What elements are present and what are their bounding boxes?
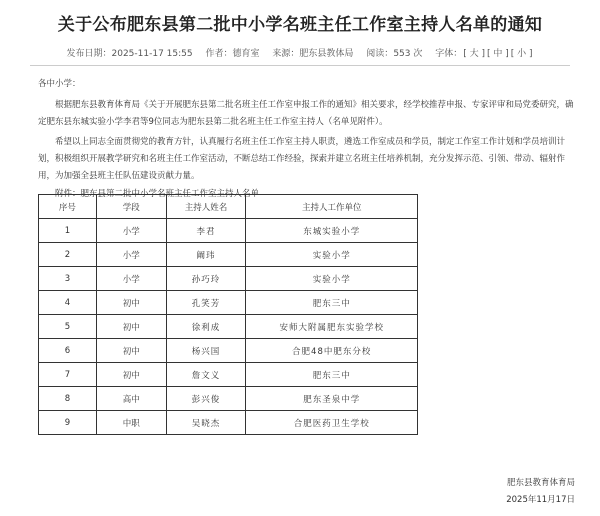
article-body <box>38 68 578 203</box>
cell-host-name: 詹文义 <box>166 363 246 387</box>
cell-index: 9 <box>39 411 97 435</box>
source-label: 来源： <box>272 49 300 59</box>
cell-index: 4 <box>39 291 97 315</box>
cell-index: 6 <box>39 339 97 363</box>
cell-stage: 高中 <box>96 387 166 411</box>
table-row <box>39 363 418 387</box>
cell-host-name: 徐利成 <box>166 315 246 339</box>
cell-stage: 小学 <box>96 243 166 267</box>
paragraph-1: 根据肥东县教育体育局《关于开展肥东县第二批名班主任工作室申报工作的通知》相关要求，经学校推荐申报、专家评审和局党委研究，确定肥东县东城实验小学李君等9位同志为肥东县第二批名班主任工作室主持人（名单见附件）。 <box>38 100 574 127</box>
cell-host-name: 杨兴国 <box>166 339 246 363</box>
cell-host-name: 孔笑芳 <box>166 291 246 315</box>
author-label: 作者： <box>205 49 233 59</box>
header-stage: 学段 <box>96 195 166 219</box>
views-label: 阅读： <box>366 49 394 59</box>
cell-stage: 初中 <box>96 339 166 363</box>
cell-workplace: 合肥48中肥东分校 <box>246 339 418 363</box>
publish-date-value: 2025-11-17 15:55 <box>111 49 193 59</box>
table-row <box>39 267 418 291</box>
cell-workplace: 肥东三中 <box>246 363 418 387</box>
greeting: 各中小学： <box>38 79 81 89</box>
cell-index: 1 <box>39 219 97 243</box>
font-size-control <box>435 49 533 59</box>
cell-index: 5 <box>39 315 97 339</box>
font-size-label: 字体： <box>435 49 463 59</box>
table-row <box>39 315 418 339</box>
table-row <box>39 291 418 315</box>
cell-workplace: 实验小学 <box>246 243 418 267</box>
cell-index: 8 <box>39 387 97 411</box>
cell-stage: 小学 <box>96 267 166 291</box>
cell-workplace: 肥东圣泉中学 <box>246 387 418 411</box>
header-workplace: 主持人工作单位 <box>246 195 418 219</box>
cell-workplace: 东城实验小学 <box>246 219 418 243</box>
publish-date <box>66 49 192 59</box>
cell-host-name: 李君 <box>166 219 246 243</box>
title-divider <box>30 65 570 66</box>
table-row <box>39 243 418 267</box>
page-title: 关于公布肥东县第二批中小学名班主任工作室主持人名单的通知 <box>57 15 543 35</box>
header-index: 序号 <box>39 195 97 219</box>
table-row <box>39 411 418 435</box>
publish-date-label: 发布日期： <box>66 49 112 59</box>
cell-workplace: 合肥医药卫生学校 <box>246 411 418 435</box>
author-value: 德育室 <box>232 49 260 59</box>
attachment-label: 附件：肥东县第二批中小学名班主任工作室主持人名单 <box>55 189 260 199</box>
cell-host-name: 孙巧玲 <box>166 267 246 291</box>
font-size-medium-button[interactable]: [ 中 ] <box>487 49 509 59</box>
font-size-small-button[interactable]: [ 小 ] <box>510 49 533 59</box>
cell-stage: 小学 <box>96 219 166 243</box>
font-size-large-button[interactable]: [ 大 ] <box>463 49 485 59</box>
table-header-row <box>39 195 418 219</box>
header-host-name: 主持人姓名 <box>166 195 246 219</box>
cell-host-name: 阚玮 <box>166 243 246 267</box>
cell-index: 2 <box>39 243 97 267</box>
author <box>205 49 259 59</box>
cell-workplace: 肥东三中 <box>246 291 418 315</box>
cell-index: 3 <box>39 267 97 291</box>
table-row <box>39 339 418 363</box>
cell-host-name: 彭兴俊 <box>166 387 246 411</box>
issuing-organization: 肥东县教育体育局 <box>506 478 575 488</box>
table-row <box>39 219 418 243</box>
cell-workplace: 安师大附属肥东实验学校 <box>246 315 418 339</box>
article-meta <box>0 46 600 59</box>
cell-host-name: 吴晓杰 <box>166 411 246 435</box>
issue-date: 2025年11月17日 <box>506 495 575 505</box>
cell-stage: 初中 <box>96 315 166 339</box>
cell-stage: 初中 <box>96 363 166 387</box>
cell-index: 7 <box>39 363 97 387</box>
cell-workplace: 实验小学 <box>246 267 418 291</box>
table-row <box>39 387 418 411</box>
cell-stage: 初中 <box>96 291 166 315</box>
cell-stage: 中职 <box>96 411 166 435</box>
roster-table <box>38 194 418 435</box>
views <box>366 49 422 59</box>
source-value: 肥东县教体局 <box>299 49 354 59</box>
paragraph-2: 希望以上同志全面贯彻党的教育方针，认真履行名班主任工作室主持人职责，遴选工作室成员和学员，制定工作室工作计划和学员培训计划，积极组织开展教学研究和名班主任工作室活动，不断总结工作经验，探索并建立名班主任培养机制，充分发挥示范、引领、带动、辐射作用，为加强全县班主任队伍建设贡献力量。 <box>38 137 566 181</box>
source <box>272 49 353 59</box>
views-value: 553 次 <box>393 49 423 59</box>
